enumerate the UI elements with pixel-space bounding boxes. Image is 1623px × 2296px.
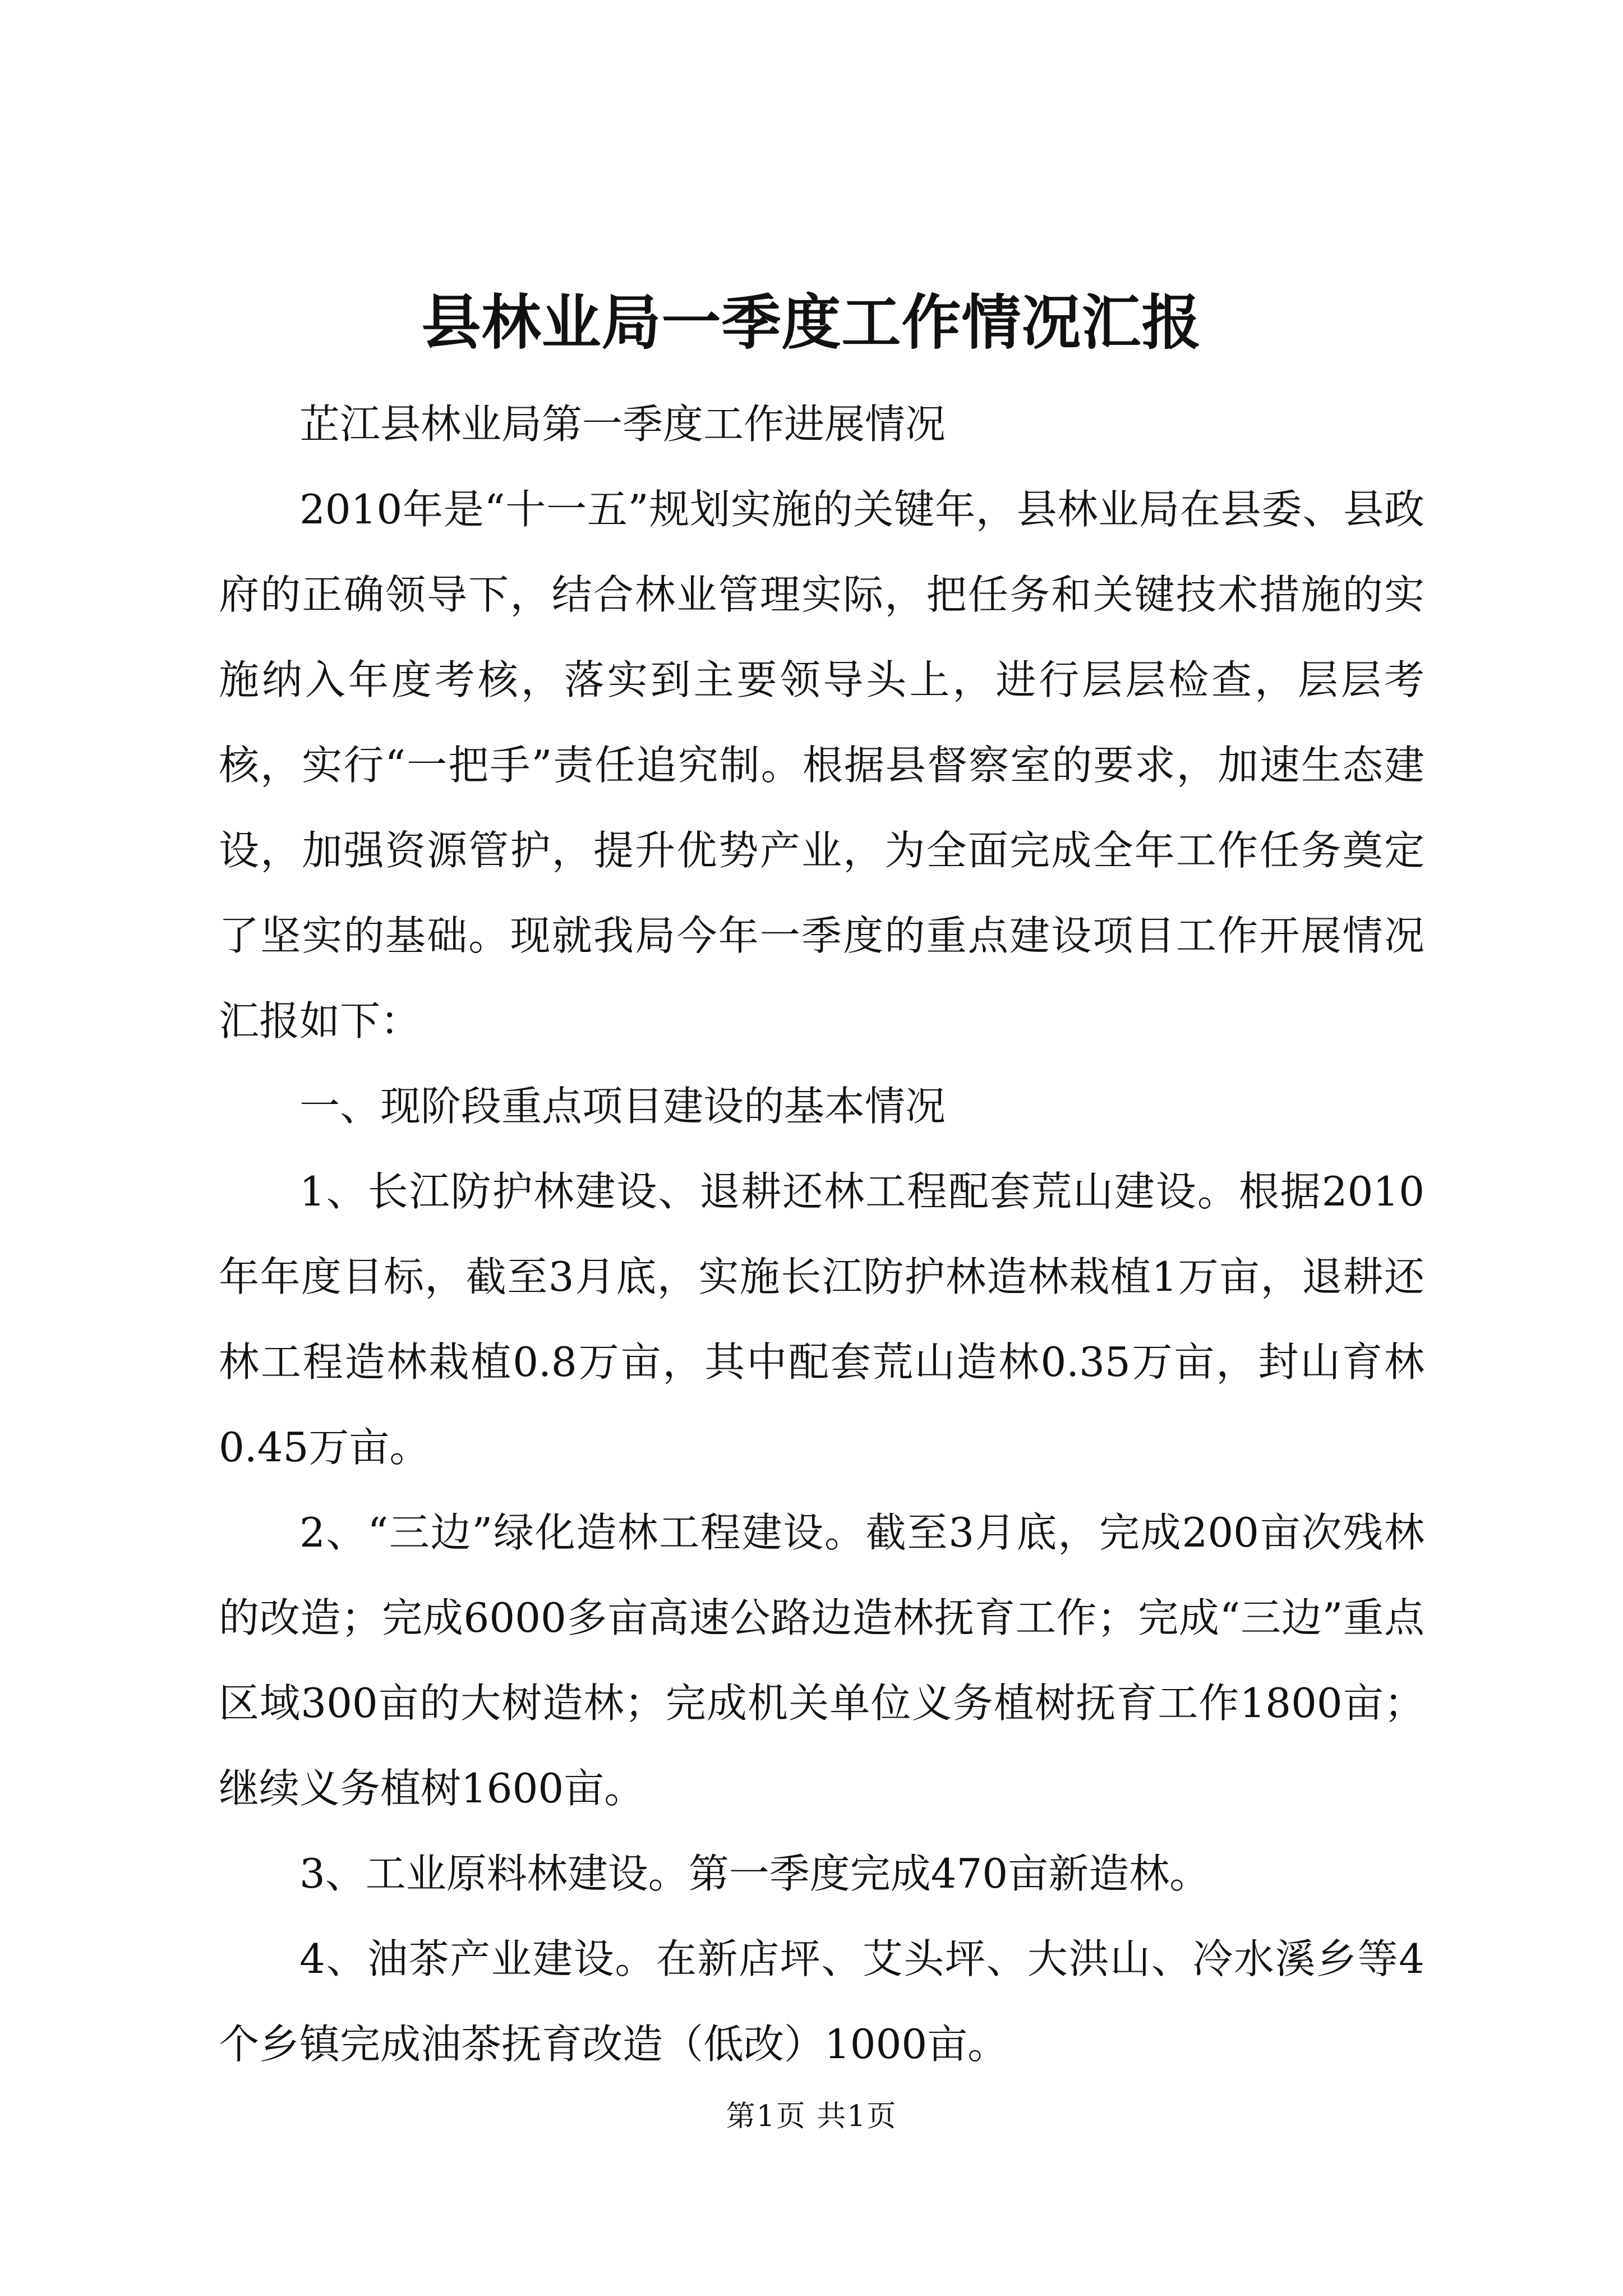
paragraph-item-1: 1、长江防护林建设、退耕还林工程配套荒山建设。根据2010年年度目标，截至3月底，实施长江防护林造林栽植1万亩，退耕还林工程造林栽植0.8万亩，其中配套荒山造林0.35万亩，封山育林0.45万亩。 [219, 1168, 1424, 1471]
section-heading: 一、现阶段重点项目建设的基本情况 [299, 1083, 946, 1130]
paragraph-intro: 2010年是“十一五”规划实施的关键年，县林业局在县委、县政府的正确领导下，结合林业管理实际，把任务和关键技术措施的实施纳入年度考核，落实到主要领导头上，进行层层检查，层层考核，实行“一把手”责任追究制。根据县督察室的要求，加速生态建设，加强资源管护，提升优势产业，为全面完成全年工作任务奠定了坚实的基础。现就我局今年一季度的重点建设项目工作开展情况汇报如下： [219, 486, 1424, 1045]
paragraph-item-3: 3、工业原料林建设。第一季度完成470亩新造林。 [299, 1850, 1210, 1897]
paragraph-item-2: 2、“三边”绿化造林工程建设。截至3月底，完成200亩次残林的改造；完成6000多亩高速公路边造林抚育工作；完成“三边”重点区域300亩的大树造林；完成机关单位义务植树抚育工作1800亩；继续义务植树1600亩。 [219, 1509, 1424, 1812]
paragraph-subtitle: 芷江县林业局第一季度工作进展情况 [299, 401, 946, 448]
document-title: 县林业局一季度工作情况汇报 [421, 287, 1202, 357]
page-footer: 第1页 共1页 [726, 2100, 897, 2133]
document-body [219, 381, 1424, 2087]
paragraph-item-4: 4、油茶产业建设。在新店坪、艾头坪、大洪山、冷水溪乡等4个乡镇完成油茶抚育改造（低改）1000亩。 [219, 1935, 1424, 2068]
